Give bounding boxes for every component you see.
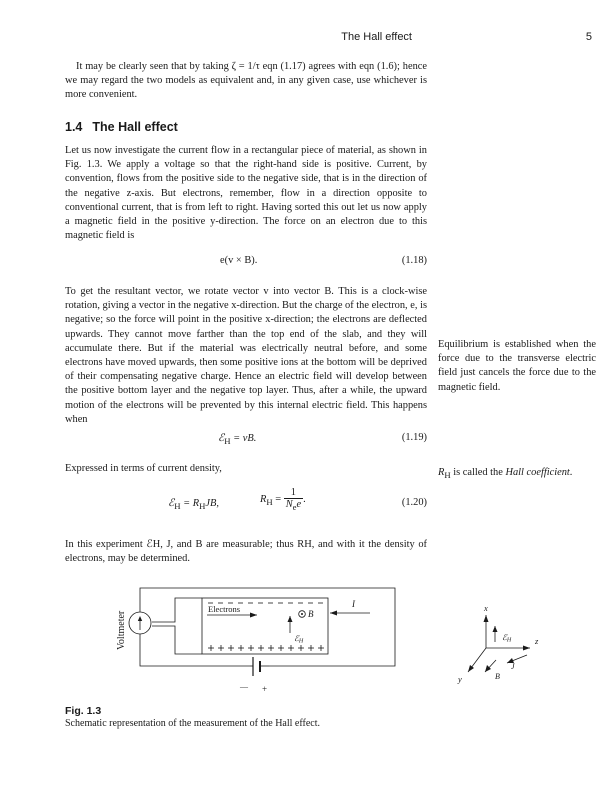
equation-1-20-part1: [168, 497, 219, 511]
positive-charge-mark: [278, 645, 284, 651]
intro-paragraph: It may be clearly seen that by taking ζ = 1/τ eqn (1.17) agrees with eqn (1.6); hence we may regard the two models as equivalent and, in any given case, use whichever is more convenient.: [65, 61, 427, 101]
battery-plus-label: +: [262, 684, 268, 694]
equation-1-19-number: (1.19): [401, 432, 427, 443]
voltmeter-label: Voltmeter: [116, 610, 127, 650]
positive-charge-mark: [228, 645, 234, 651]
paragraph-2: To get the resultant vector, we rotate vector v into vector B. This is a clock-wise rotation, giving a vector in the negative x-direction. But the charge of the electron, e, is negative; so the force will point in the positive x-direction; the electrons are deflected upwards. They cannot move farther than the top end of the slab, and they will accumulate there. But if the material was electrically neutral before, and some electrons have moved upwards, then some positive ions at the bottom will be deprived of their compensating negative charge. Hence an electric field will develop between the positive bottom layer and the negative top layer. Thus, after a while, the upward motion of the electrons will be prevented by this internal electric field. This happens when: [65, 286, 427, 425]
eq-rhs: = vB.: [230, 433, 257, 444]
axis-y-label: y: [458, 674, 462, 684]
equation-1-19: [65, 432, 427, 448]
figure-caption-title: Fig. 1.3: [65, 705, 102, 717]
margin-note-equilibrium: [438, 338, 596, 395]
paragraph-3-block: [65, 462, 427, 476]
positive-charge-mark: [238, 645, 244, 651]
eh-label: [294, 634, 304, 645]
positive-charge-mark: [208, 645, 214, 651]
paragraph-3: Expressed in terms of current density,: [65, 463, 222, 474]
rh-symbol: R: [260, 493, 267, 505]
axis-eh-label: [502, 633, 512, 644]
eh-subscript: H: [298, 638, 304, 645]
axis-x-label: x: [484, 603, 488, 613]
positive-charge-mark: [218, 645, 224, 651]
paragraph-1-block: [65, 144, 427, 243]
figure-caption-text: Schematic representation of the measurement of the Hall effect.: [65, 718, 320, 729]
eh-symbol: ℰ: [294, 634, 299, 643]
positive-charge-mark: [268, 645, 274, 651]
rh-symbol: = R: [180, 498, 200, 509]
page-number: 5: [585, 31, 592, 43]
rh-subscript: H: [199, 501, 206, 512]
equation-1-18-number: (1.18): [401, 255, 427, 266]
eh-symbol: ℰ: [502, 633, 507, 642]
b-field-label: B: [308, 609, 314, 619]
eh-symbol: ℰ: [218, 433, 225, 444]
positive-charge-mark: [298, 645, 304, 651]
hall-effect-figure: [0, 575, 615, 703]
eh-symbol: ℰ: [168, 498, 175, 509]
positive-charge-mark: [308, 645, 314, 651]
electrons-label: Electrons: [208, 604, 241, 614]
jb-term: JB,: [205, 498, 219, 509]
voltmeter-wire-bottom: [152, 626, 202, 654]
hall-coefficient-term: Hall coefficient: [505, 467, 570, 478]
battery-minus-label: —: [240, 682, 248, 691]
paragraph-4: In this experiment ℰH, J, and B are measurable; thus RH, and with it the density of electrons, may be determined.: [65, 539, 427, 565]
positive-charge-mark: [318, 645, 324, 651]
equation-1-18-expr: e(v × B).: [220, 255, 258, 266]
eh-subscript: H: [224, 436, 231, 447]
axis-z-label: z: [535, 636, 539, 646]
equals-sign: =: [272, 493, 284, 505]
rh-symbol: R: [438, 467, 445, 478]
rh-subscript: H: [266, 497, 273, 508]
paragraph-2-block: [65, 285, 427, 427]
section-title: The Hall effect: [92, 120, 178, 134]
intro-paragraph-block: [65, 60, 427, 103]
voltmeter-wire-top: [152, 598, 202, 622]
section-heading: [65, 120, 178, 134]
positive-charges-row: [208, 645, 324, 651]
e-symbol: e: [296, 499, 302, 510]
equation-1-20: [65, 487, 427, 521]
equation-1-19-expr: [218, 432, 256, 446]
margin-note-2-period: .: [569, 467, 573, 478]
eh-subscript: H: [174, 501, 181, 512]
axis-j-label: J: [511, 662, 515, 671]
margin-note-1-text: Equilibrium is established when the force due to the transverse electric field just cancels the force due to the magnetic field.: [438, 339, 596, 393]
equation-1-20-part2: [260, 487, 306, 512]
running-head-title: The Hall effect: [341, 31, 412, 43]
fraction-numerator: 1: [284, 487, 303, 499]
equation-1-20-number: (1.20): [401, 497, 427, 508]
circuit-wire-left: [140, 634, 250, 666]
positive-charge-mark: [248, 645, 254, 651]
fraction: [284, 487, 303, 512]
equation-period: .: [303, 493, 306, 505]
equation-1-18: [65, 255, 427, 271]
eh-subscript: H: [506, 637, 512, 644]
n-symbol: N: [285, 499, 293, 510]
current-label: I: [352, 599, 355, 609]
margin-note-hall-coefficient: [438, 466, 596, 482]
section-number: 1.4: [65, 120, 83, 134]
positive-charge-mark: [288, 645, 294, 651]
paragraph-1: Let us now investigate the current flow in a rectangular piece of material, as shown in Fig. 1.3. We apply a voltage so that the right-hand side is positive. Current, by convention, flows from the positive side to the negative side, that is in the direction of the negative z-axis. But electrons, remember, flow in a direction opposite to conventional current, that is from left to right. Having sorted this out let us now apply a magnetic field in the positive y-direction. The force on an electron due to this magnetic field is: [65, 145, 427, 242]
axis-b-label: B: [495, 672, 500, 681]
fraction-denominator: [284, 499, 303, 512]
rh-subscript: H: [444, 470, 451, 481]
positive-charge-mark: [258, 645, 264, 651]
n-subscript: e: [292, 502, 297, 513]
margin-note-2-text: is called the: [450, 467, 506, 478]
paragraph-4-block: [65, 538, 427, 566]
